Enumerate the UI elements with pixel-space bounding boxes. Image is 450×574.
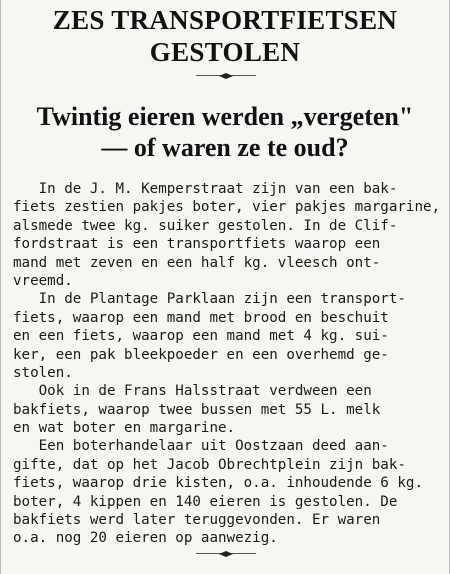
body-line: Een boterhandelaar uit Oostzaan deed aan- [13,438,389,455]
body-line: fiets zestien pakjes boter, vier pakjes margarine, [13,199,441,216]
body-line: gifte, dat op het Jacob Obrechtplein zijn bak- [13,456,406,473]
body-line: fordstraat is een transportfiets waarop een [13,236,381,253]
body-line: alsmede twee kg. suiker gestolen. In de Clif- [13,217,398,234]
body-line: boter, 4 kippen en 140 eieren is gestolen. De [13,493,398,510]
body-line: ker, een pak bleekpoeder en een overhemd ge- [13,346,389,363]
headline-line-1: ZES TRANSPORTFIETSEN [52,5,398,35]
body-line: en wat boter en margarine. [13,420,236,437]
separator-ornament-top [196,72,256,80]
body-line: vreemd. [13,272,73,289]
article-body [13,180,439,548]
body-line: In de J. M. Kemperstraat zijn van een bak- [13,181,398,197]
subheadline-line-2: — of waren ze te oud? [101,133,349,162]
body-line: fiets, waarop een mand met brood en beschuit [13,309,389,326]
body-line: o.a. nog 20 eieren op aanwezig. [13,530,278,547]
body-line: Ook in de Frans Halsstraat verdween een [13,383,372,400]
body-line: bakfiets werd later teruggevonden. Er waren [13,512,381,529]
headline-line-2: GESTOLEN [149,37,301,67]
body-line: en een fiets, waarop een mand met 4 kg. sui- [13,328,389,345]
subheadline-line-1: Twintig eieren werden „vergeten" [36,102,414,131]
separator-ornament-bottom [196,550,256,558]
body-line: fiets, waarop drie kisten, o.a. inhoudende 6 kg. [13,475,423,492]
body-line: mand met zeven en een half kg. vleesch ont- [13,254,381,271]
body-line: In de Plantage Parklaan zijn een transport- [13,291,406,308]
body-line: stolen. [13,364,73,381]
body-line: bakfiets, waarop twee bussen met 55 L. melk [13,401,381,418]
